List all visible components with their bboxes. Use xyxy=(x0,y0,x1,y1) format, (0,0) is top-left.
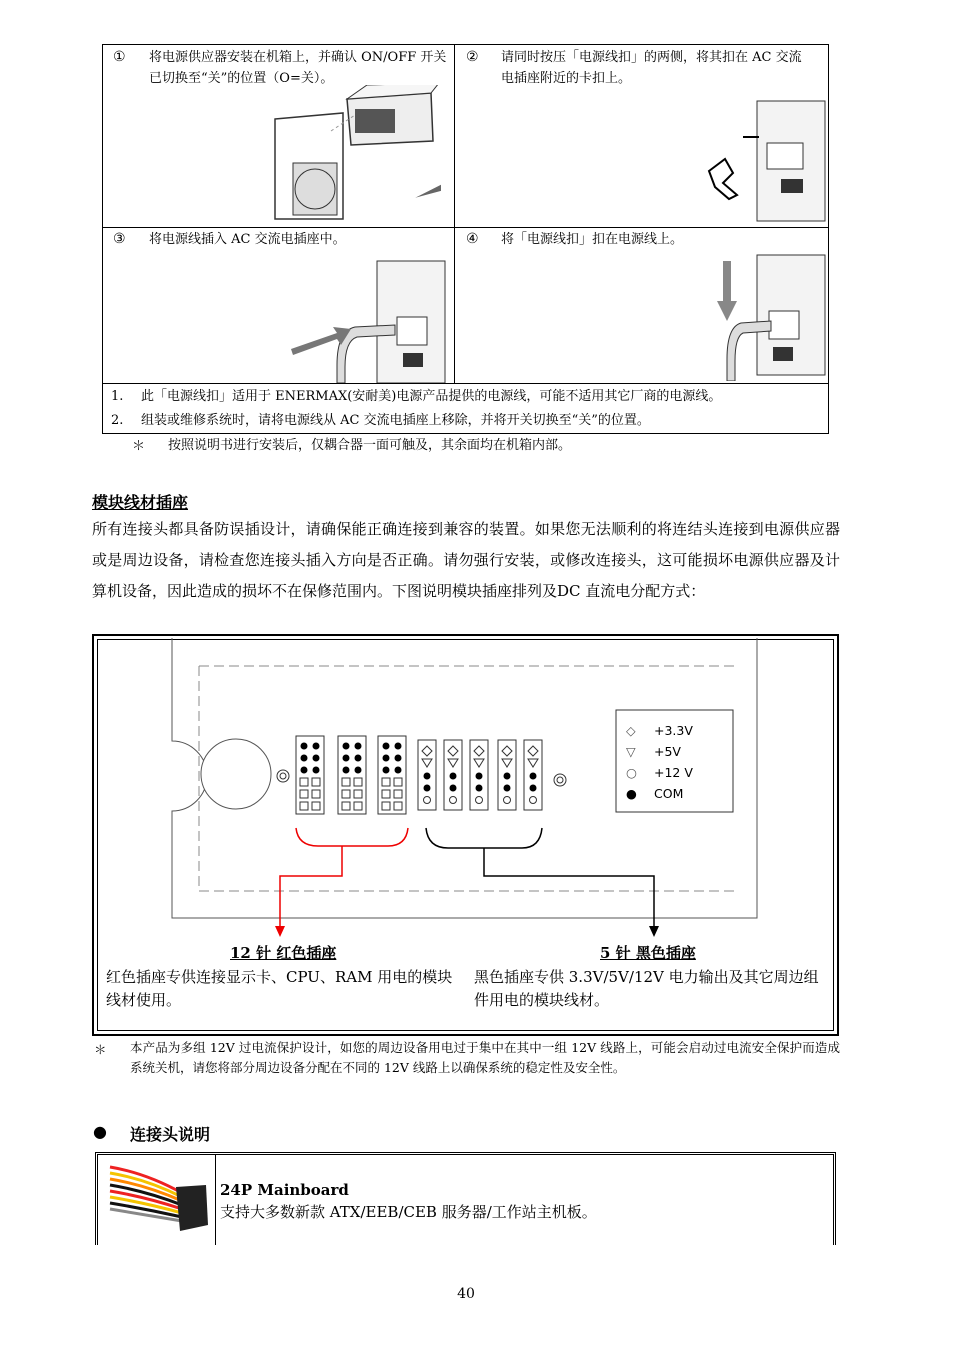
step-1-number: ① xyxy=(113,49,126,65)
connector-name: 24P Mainboard xyxy=(220,1181,349,1199)
legend-label-5v: +5V xyxy=(654,744,681,759)
note-2-number: 2. xyxy=(111,413,124,428)
note-1-number: 1. xyxy=(111,389,124,404)
12pin-socket-3 xyxy=(378,736,406,814)
red-socket-description: 红色插座专供连接显示卡、CPU、RAM 用电的模块线材使用。 xyxy=(106,968,453,1009)
cable-clip-press-illustration xyxy=(703,97,828,225)
legend-label-12v: +12 V xyxy=(654,765,693,780)
cable-clip-fasten-illustration xyxy=(709,251,827,381)
5pin-socket-5 xyxy=(524,740,542,810)
step-3-number: ③ xyxy=(113,231,126,247)
legend-triangle-icon: ▽ xyxy=(626,744,636,759)
page-number: 40 xyxy=(457,1286,475,1302)
step-4-text: 将「电源线扣」扣在电源线上。 xyxy=(501,232,684,247)
5pin-socket-3 xyxy=(470,740,488,810)
red-socket-title: 12 针 红色插座 xyxy=(230,944,337,962)
voltage-legend xyxy=(626,720,693,804)
psu-install-illustration xyxy=(271,85,441,223)
section-title-modular-sockets: 模块线材插座 xyxy=(92,493,189,512)
connector-table xyxy=(95,1152,836,1245)
bullet-icon: ● xyxy=(93,1122,107,1141)
black-socket-title: 5 针 黑色插座 xyxy=(600,944,696,962)
footnote-1-text: 按照说明书进行安装后，仅耦合器一面可触及，其余面均在机箱内部。 xyxy=(168,438,572,453)
step-2-text: 请同时按压「电源线扣」的两侧，将其扣在 AC 交流电插座附近的卡扣上。 xyxy=(501,50,802,86)
step-3-text: 将电源线插入 AC 交流电插座中。 xyxy=(149,232,346,247)
footnote-1-mark: ＊ xyxy=(132,439,146,454)
12pin-socket-2 xyxy=(338,736,366,814)
legend-diamond-icon: ◇ xyxy=(626,723,636,738)
12pin-socket-1 xyxy=(296,736,324,814)
installation-steps-table xyxy=(102,44,829,434)
note-2-text: 组装或维修系统时，请将电源线从 AC 交流电插座上移除，并将开关切换至“关”的位置。 xyxy=(141,413,650,428)
section-title-connectors: 连接头说明 xyxy=(130,1125,211,1144)
socket-layout-diagram xyxy=(92,634,839,1036)
red-arrow-icon xyxy=(275,926,285,937)
power-cord-insert-illustration xyxy=(285,257,450,383)
red-bracket xyxy=(296,828,408,846)
step-4-number: ④ xyxy=(466,231,479,247)
5pin-socket-2 xyxy=(444,740,462,810)
section-paragraph: 所有连接头都具备防误插设计，请确保能正确连接到兼容的装置。如果您无法顺利的将连结头连接到电源供应器或是周边设备，请检查您连接头插入方向是否正确。请勿强行安装，或修改连接头，这可能损坏电源供应器及计算机设备，因此造成的损坏不在保修范围内。下图说明模块插座排列及DC 直流电分配方式： xyxy=(92,520,840,600)
24p-cable-image xyxy=(106,1159,210,1243)
legend-label-com: COM xyxy=(654,786,684,801)
footnote-2-text: 本产品为多组 12V 过电流保护设计，如您的周边设备用电过于集中在其中一组 12V 线路上，可能会启动过电流安全保护而造成系统关机，请您将部分周边设备分配在不同的 12V 线路上以确保系统的稳定性及安全性。 xyxy=(130,1040,840,1075)
connector-description: 支持大多数新款 ATX/EEB/CEB 服务器/工作站主机板。 xyxy=(220,1203,597,1221)
black-bracket xyxy=(426,828,542,848)
legend-dot-icon: ● xyxy=(626,786,637,801)
legend-circle-icon: ○ xyxy=(626,765,637,780)
step-2-number: ② xyxy=(466,49,479,65)
note-1-text: 此「电源线扣」适用于 ENERMAX(安耐美)电源产品提供的电源线，可能不适用其它厂商的电源线。 xyxy=(141,389,722,404)
black-socket-description: 黑色插座专供 3.3V/5V/12V 电力输出及其它周边组件用电的模块线材。 xyxy=(474,968,819,1009)
black-arrow-icon xyxy=(649,926,659,937)
footnote-2-mark: ＊ xyxy=(94,1042,107,1057)
legend-label-3v3: +3.3V xyxy=(654,723,693,738)
5pin-socket-4 xyxy=(498,740,516,810)
5pin-socket-1 xyxy=(418,740,436,810)
step-1-text: 将电源供应器安装在机箱上，并确认 ON/OFF 开关已切换至“关”的位置（O=关）。 xyxy=(149,50,447,86)
